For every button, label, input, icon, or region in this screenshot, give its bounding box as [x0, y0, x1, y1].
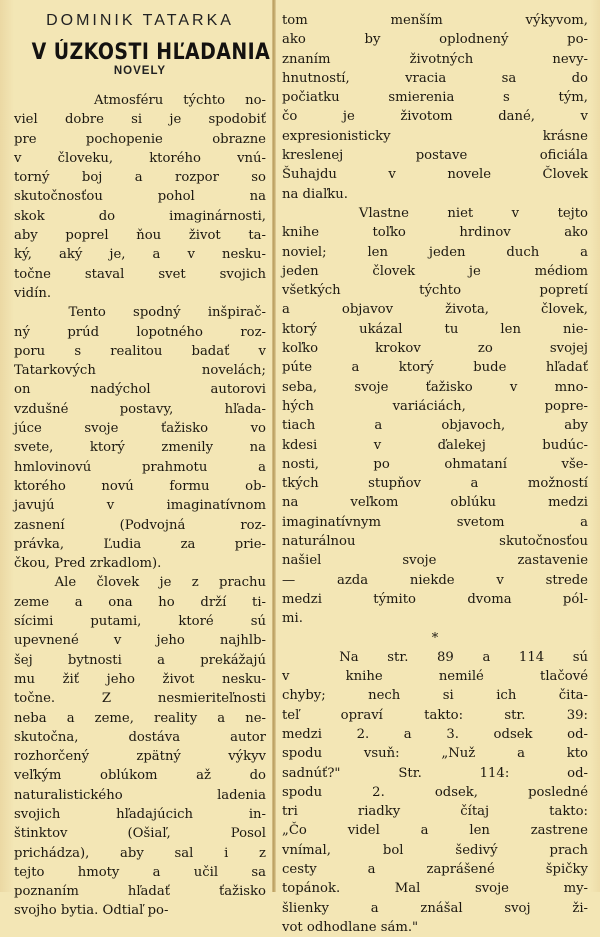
text-line: rozhorčený zpätný výkyv — [14, 749, 266, 765]
text-line: chyby; nech si ich čita- — [282, 688, 588, 704]
paragraph — [14, 573, 266, 920]
text-line: tiach a objavoch, aby — [282, 418, 588, 434]
section-separator-star: * — [431, 630, 439, 646]
text-line: noviel; len jeden duch a — [282, 244, 588, 260]
text-line: torný boj a rozpor so — [14, 170, 266, 186]
text-line: Atmosféru týchto no- — [14, 93, 266, 108]
paragraph — [282, 648, 588, 937]
text-line: koľko krokov zo svojej — [282, 341, 588, 357]
text-line: kdesi v ďalekej budúc- — [282, 437, 588, 453]
text-line: Na str. 89 a 114 sú — [282, 649, 588, 665]
text-line: ktorý ukázal tu len nie- — [282, 321, 588, 337]
text-line: javujú v imaginatívnom — [14, 498, 266, 514]
text-line: púte a ktorý bude hľadať — [282, 360, 588, 376]
text-line: a objavov života, človek, — [282, 302, 588, 318]
text-line: viel dobre si je spodobiť — [14, 112, 266, 128]
text-line: on nadýchol autorovi — [14, 382, 266, 398]
right-column — [282, 0, 588, 937]
article-title: V ÚZKOSTI HĽADANIA — [31, 40, 271, 65]
text-line: — azda niekde v strede — [282, 572, 588, 588]
text-line: točne staval svet svojich — [14, 266, 266, 282]
text-line: mi. — [282, 611, 303, 627]
left-column — [14, 0, 271, 921]
text-line: tom menším výkyvom, — [282, 13, 588, 28]
text-line: Tatarkových novelách; — [14, 363, 266, 379]
text-line: vnímal, bol šedivý prach — [282, 842, 588, 858]
text-line: imaginatívnym svetom a — [282, 514, 588, 530]
article-subtitle: NOVELY — [113, 65, 167, 77]
text-line: expresionisticky krásne — [282, 128, 588, 144]
text-line: čkou, Pred zrkadlom). — [14, 556, 162, 572]
text-line: štinktov (Ošiaľ, Posol — [14, 826, 266, 842]
text-line: znaním životných nevy- — [282, 51, 588, 67]
text-line: všetkých týchto popretí — [282, 283, 588, 299]
paragraph — [14, 303, 266, 573]
author-name: DOMINIK TATARKA — [46, 12, 234, 29]
paragraph — [14, 91, 266, 303]
text-line: júce svoje ťažisko vo — [14, 421, 266, 437]
text-line: vzdušné postavy, hľada- — [14, 401, 266, 417]
text-line: svojich hľadajúcich in- — [14, 806, 266, 822]
text-line: tkých stupňov a možností — [282, 476, 588, 492]
text-line: naturalistického ladenia — [14, 787, 266, 803]
text-line: Šuhajdu v novele Človek — [282, 167, 588, 183]
text-line: ký, aký je, a v nesku- — [14, 247, 266, 263]
text-line: tri riadky čítaj takto: — [282, 804, 588, 820]
text-line: cesty a zaprášené špičky — [282, 862, 588, 878]
text-line: ktorého novú formu ob- — [14, 478, 266, 494]
paragraph — [282, 11, 588, 204]
text-line: knihe toľko hrdinov ako — [282, 225, 588, 241]
text-line: poru s realitou badať v — [14, 343, 266, 359]
right-column-text — [282, 11, 588, 937]
text-line: spodu vsuň: „Nuž a kto — [282, 746, 588, 762]
text-line: zeme a ona ho drží ti- — [14, 594, 266, 610]
text-line: upevnené v jeho najhlb- — [14, 633, 266, 649]
text-line: medzi týmito dvoma pól- — [282, 591, 588, 607]
text-line: čo je životom dané, v — [282, 109, 588, 125]
text-line: na diaľku. — [282, 186, 348, 202]
text-line: skok do imaginárnosti, — [14, 208, 266, 224]
text-line: teľ opraví takto: str. 39: — [282, 707, 588, 723]
text-line: nosti, po ohmataní vše- — [282, 456, 588, 472]
text-line: neba a zeme, reality a ne- — [14, 710, 266, 726]
text-line: vidín. — [14, 285, 52, 301]
text-line: medzi 2. a 3. odsek od- — [282, 726, 588, 742]
text-line: Tento spodný inšpirač- — [14, 305, 266, 321]
text-line: ako by oplodnený po- — [282, 32, 588, 48]
text-line: pre pochopenie obrazne — [14, 131, 266, 147]
text-line: veľkým oblúkom až do — [14, 768, 266, 784]
text-line: počiatku smierenia s tým, — [282, 90, 588, 106]
text-line: topánok. Mal svoje my- — [282, 881, 588, 897]
text-line: našiel svoje zastavenie — [282, 553, 588, 569]
text-line: aby poprel ňou život ta- — [14, 228, 266, 244]
text-line: poznaním hľadať ťažisko — [14, 884, 266, 900]
text-line: mu žiť jeho život nesku- — [14, 671, 266, 687]
text-line: hmlovinovú prahmotu a — [14, 459, 266, 475]
text-line: naturálnou skutočnosťou — [282, 534, 588, 550]
text-line: na veľkom oblúku medzi — [282, 495, 588, 511]
text-line: Ale človek je z prachu — [14, 575, 266, 591]
text-line: sícimi putami, ktoré sú — [14, 614, 266, 630]
text-line: skutočna, dostáva autor — [14, 729, 266, 745]
text-line: jeden človek je médiom — [282, 263, 588, 279]
text-line: hých variáciách, popre- — [282, 398, 588, 414]
text-line: hnutností, vracia sa do — [282, 70, 588, 86]
text-line: v človeku, ktorého vnú- — [14, 150, 266, 166]
text-line: prichádza), aby sal i z — [14, 845, 266, 861]
text-line: sadnúť?" Str. 114: od- — [282, 765, 588, 781]
text-line: zasnení (Podvojná roz- — [14, 517, 266, 533]
text-line: spodu 2. odsek, posledné — [282, 784, 588, 800]
text-line: ný prúd lopotného roz- — [14, 324, 266, 340]
text-line: „Čo videl a len zastrene — [282, 823, 588, 839]
column-divider — [272, 0, 276, 892]
text-line: svete, ktorý zmenily na — [14, 440, 266, 456]
text-line: svojho bytia. Odtiaľ po- — [14, 903, 169, 919]
text-line: seba, svoje ťažisko v mno- — [282, 379, 588, 395]
text-line: tejto hmoty a učil sa — [14, 864, 266, 880]
text-line: v knihe nemilé tlačové — [282, 669, 588, 685]
text-line: šlienky a znášal svoj ži- — [282, 900, 588, 916]
left-column-text — [14, 91, 266, 921]
paragraph — [282, 204, 588, 629]
text-line: kreslenej postave oficiála — [282, 148, 588, 164]
text-line: právka, Ľudia za prie- — [14, 536, 266, 552]
text-line: skutočnosťou pohol na — [14, 189, 266, 205]
text-line: šej bytnosti a prekážajú — [14, 652, 266, 668]
text-line: Vlastne niet v tejto — [282, 205, 588, 221]
text-line: točne. Z nesmieriteľnosti — [14, 691, 266, 707]
text-line: vot odhodlane sám." — [282, 919, 419, 935]
